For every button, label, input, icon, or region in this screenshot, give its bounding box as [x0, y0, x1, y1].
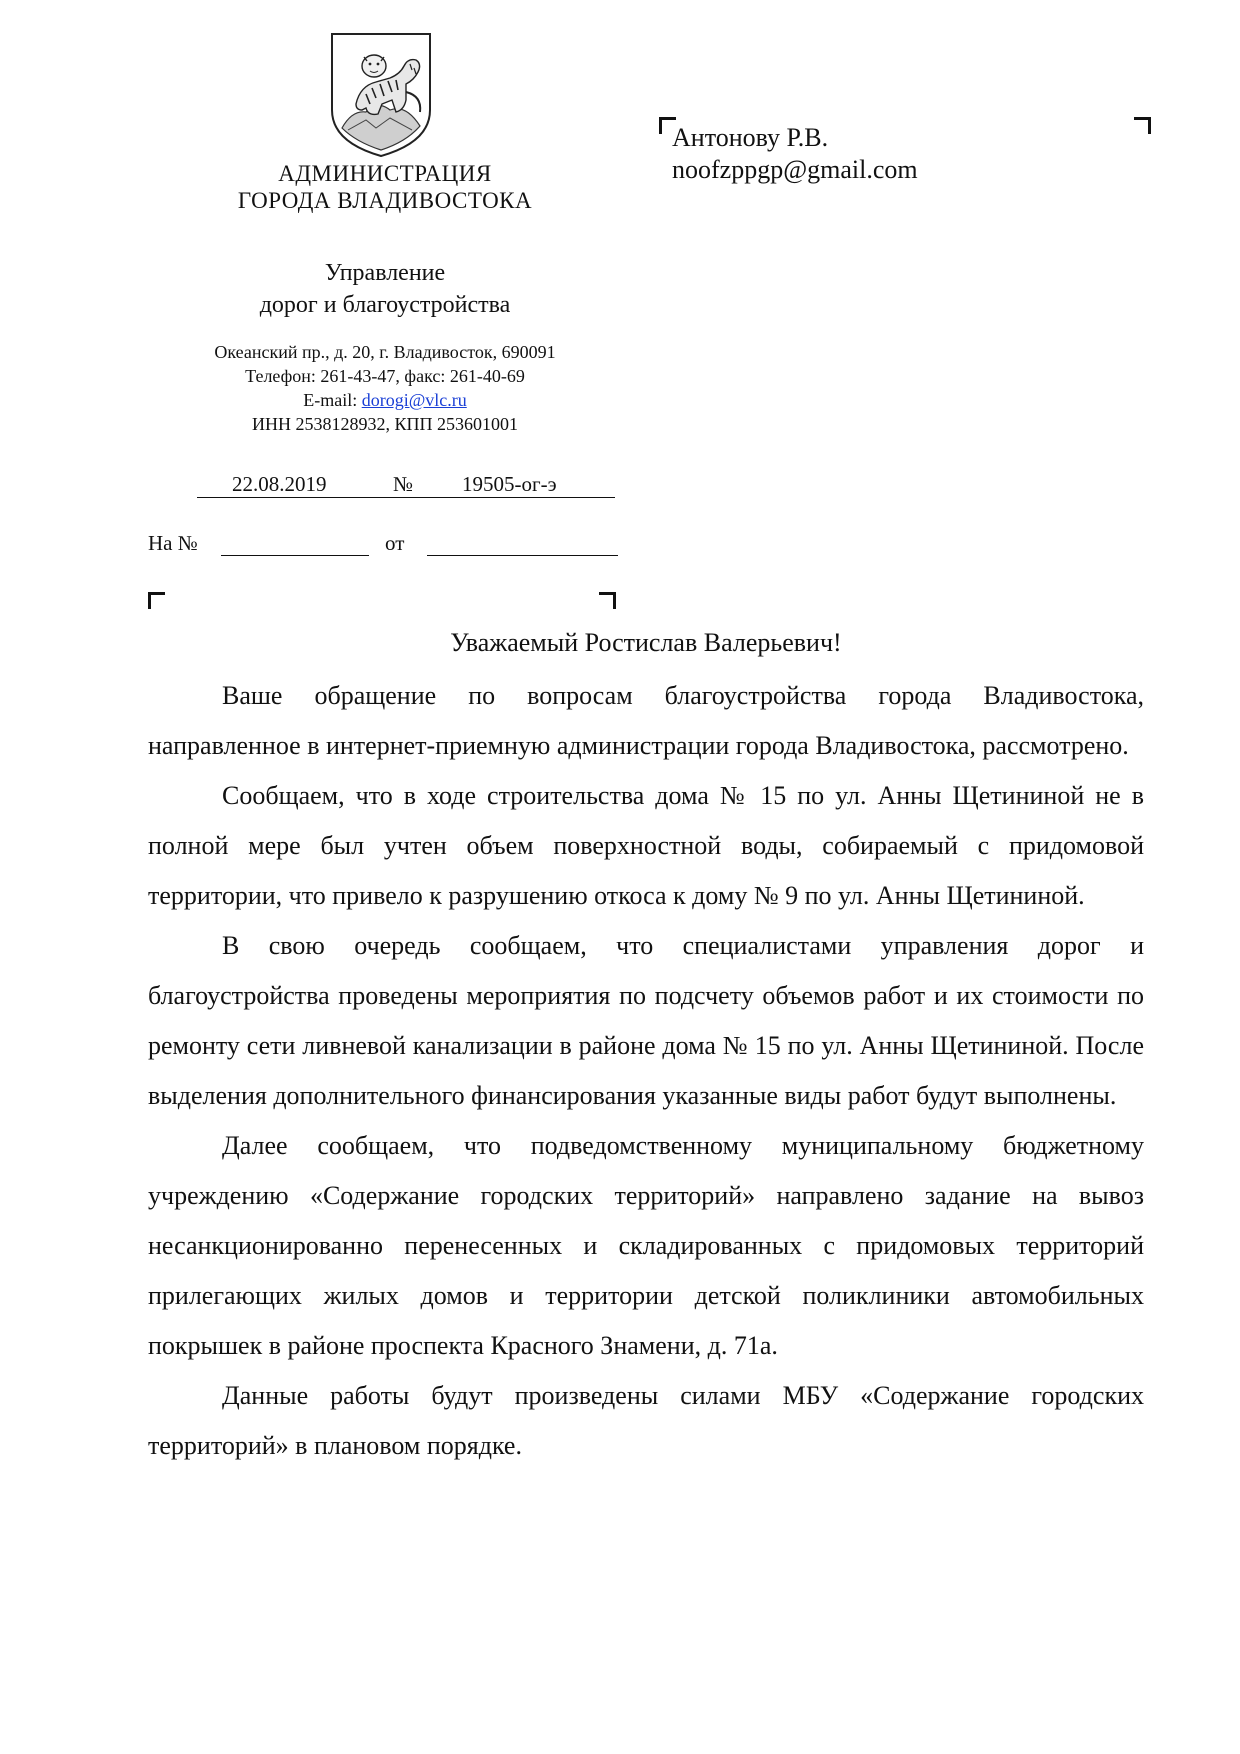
registration-number-label: № — [393, 472, 414, 496]
registration-date: 22.08.2019 — [232, 472, 327, 496]
body-paragraph: Ваше обращение по вопросам благоустройства города Владивостока, направленное в интернет-приемную администрации города Владивостока, рассмотрено. — [148, 681, 1144, 760]
addressee-email: noofzppgp@gmail.com — [672, 155, 918, 184]
department-title-line-1: Управление — [324, 260, 446, 286]
letter-body — [148, 671, 1144, 1471]
reference-number-field — [221, 530, 369, 556]
email-line — [160, 389, 610, 412]
administration-title-line-1: АДМИНИСТРАЦИЯ — [278, 161, 492, 186]
salutation: Уважаемый Ростислав Валерьевич! — [450, 628, 842, 657]
body-paragraph: В свою очередь сообщаем, что специалистами управления дорог и благоустройства проведены мероприятия по подсчету объемов работ и их стоимости по ремонту сети ливневой канализации в районе дома № 15 по ул. Анны Щетининой. После выделения дополнительного финансирования указанные виды работ будут выполнены. — [148, 931, 1144, 1110]
vladivostok-coat-of-arms-icon — [326, 30, 436, 160]
department-email-link[interactable]: dorogi@vlc.ru — [361, 390, 467, 410]
addressee-corner-mark-right — [1134, 117, 1151, 134]
phone-line: Телефон: 261-43-47, факс: 261-40-69 — [245, 366, 525, 386]
corner-mark-top-right — [599, 592, 616, 609]
address-line: Океанский пр., д. 20, г. Владивосток, 690091 — [214, 342, 556, 362]
reference-date-field — [427, 530, 618, 556]
registration-number: 19505-ог-э — [462, 472, 557, 496]
tax-ids-line: ИНН 2538128932, КПП 253601001 — [251, 414, 518, 434]
body-paragraph: Далее сообщаем, что подведомственному муниципальному бюджетному учреждению «Содержание городских территорий» направлено задание на вывоз несанкционированно перенесенных и складированных с придомовых территорий прилегающих жилых домов и территории детской поликлиники автомобильных покрышек в районе проспекта Красного Знамени, д. 71а. — [148, 1131, 1144, 1360]
department-title-line-2: дорог и благоустройства — [259, 292, 511, 318]
reference-number-label: На № — [148, 531, 198, 555]
reference-from-label: от — [385, 531, 405, 555]
body-paragraph: Данные работы будут произведены силами МБУ «Содержание городских территорий» в плановом порядке. — [148, 1381, 1144, 1460]
administration-title-line-2: ГОРОДА ВЛАДИВОСТОКА — [237, 188, 533, 213]
email-label: E-mail: — [303, 390, 362, 410]
corner-mark-top-left — [148, 592, 165, 609]
addressee-name: Антонову Р.В. — [672, 123, 829, 152]
body-paragraph: Сообщаем, что в ходе строительства дома № 15 по ул. Анны Щетининой не в полной мере был учтен объем поверхностной воды, собираемый с придомовой территории, что привело к разрушению откоса к дому № 9 по ул. Анны Щетининой. — [148, 781, 1144, 910]
